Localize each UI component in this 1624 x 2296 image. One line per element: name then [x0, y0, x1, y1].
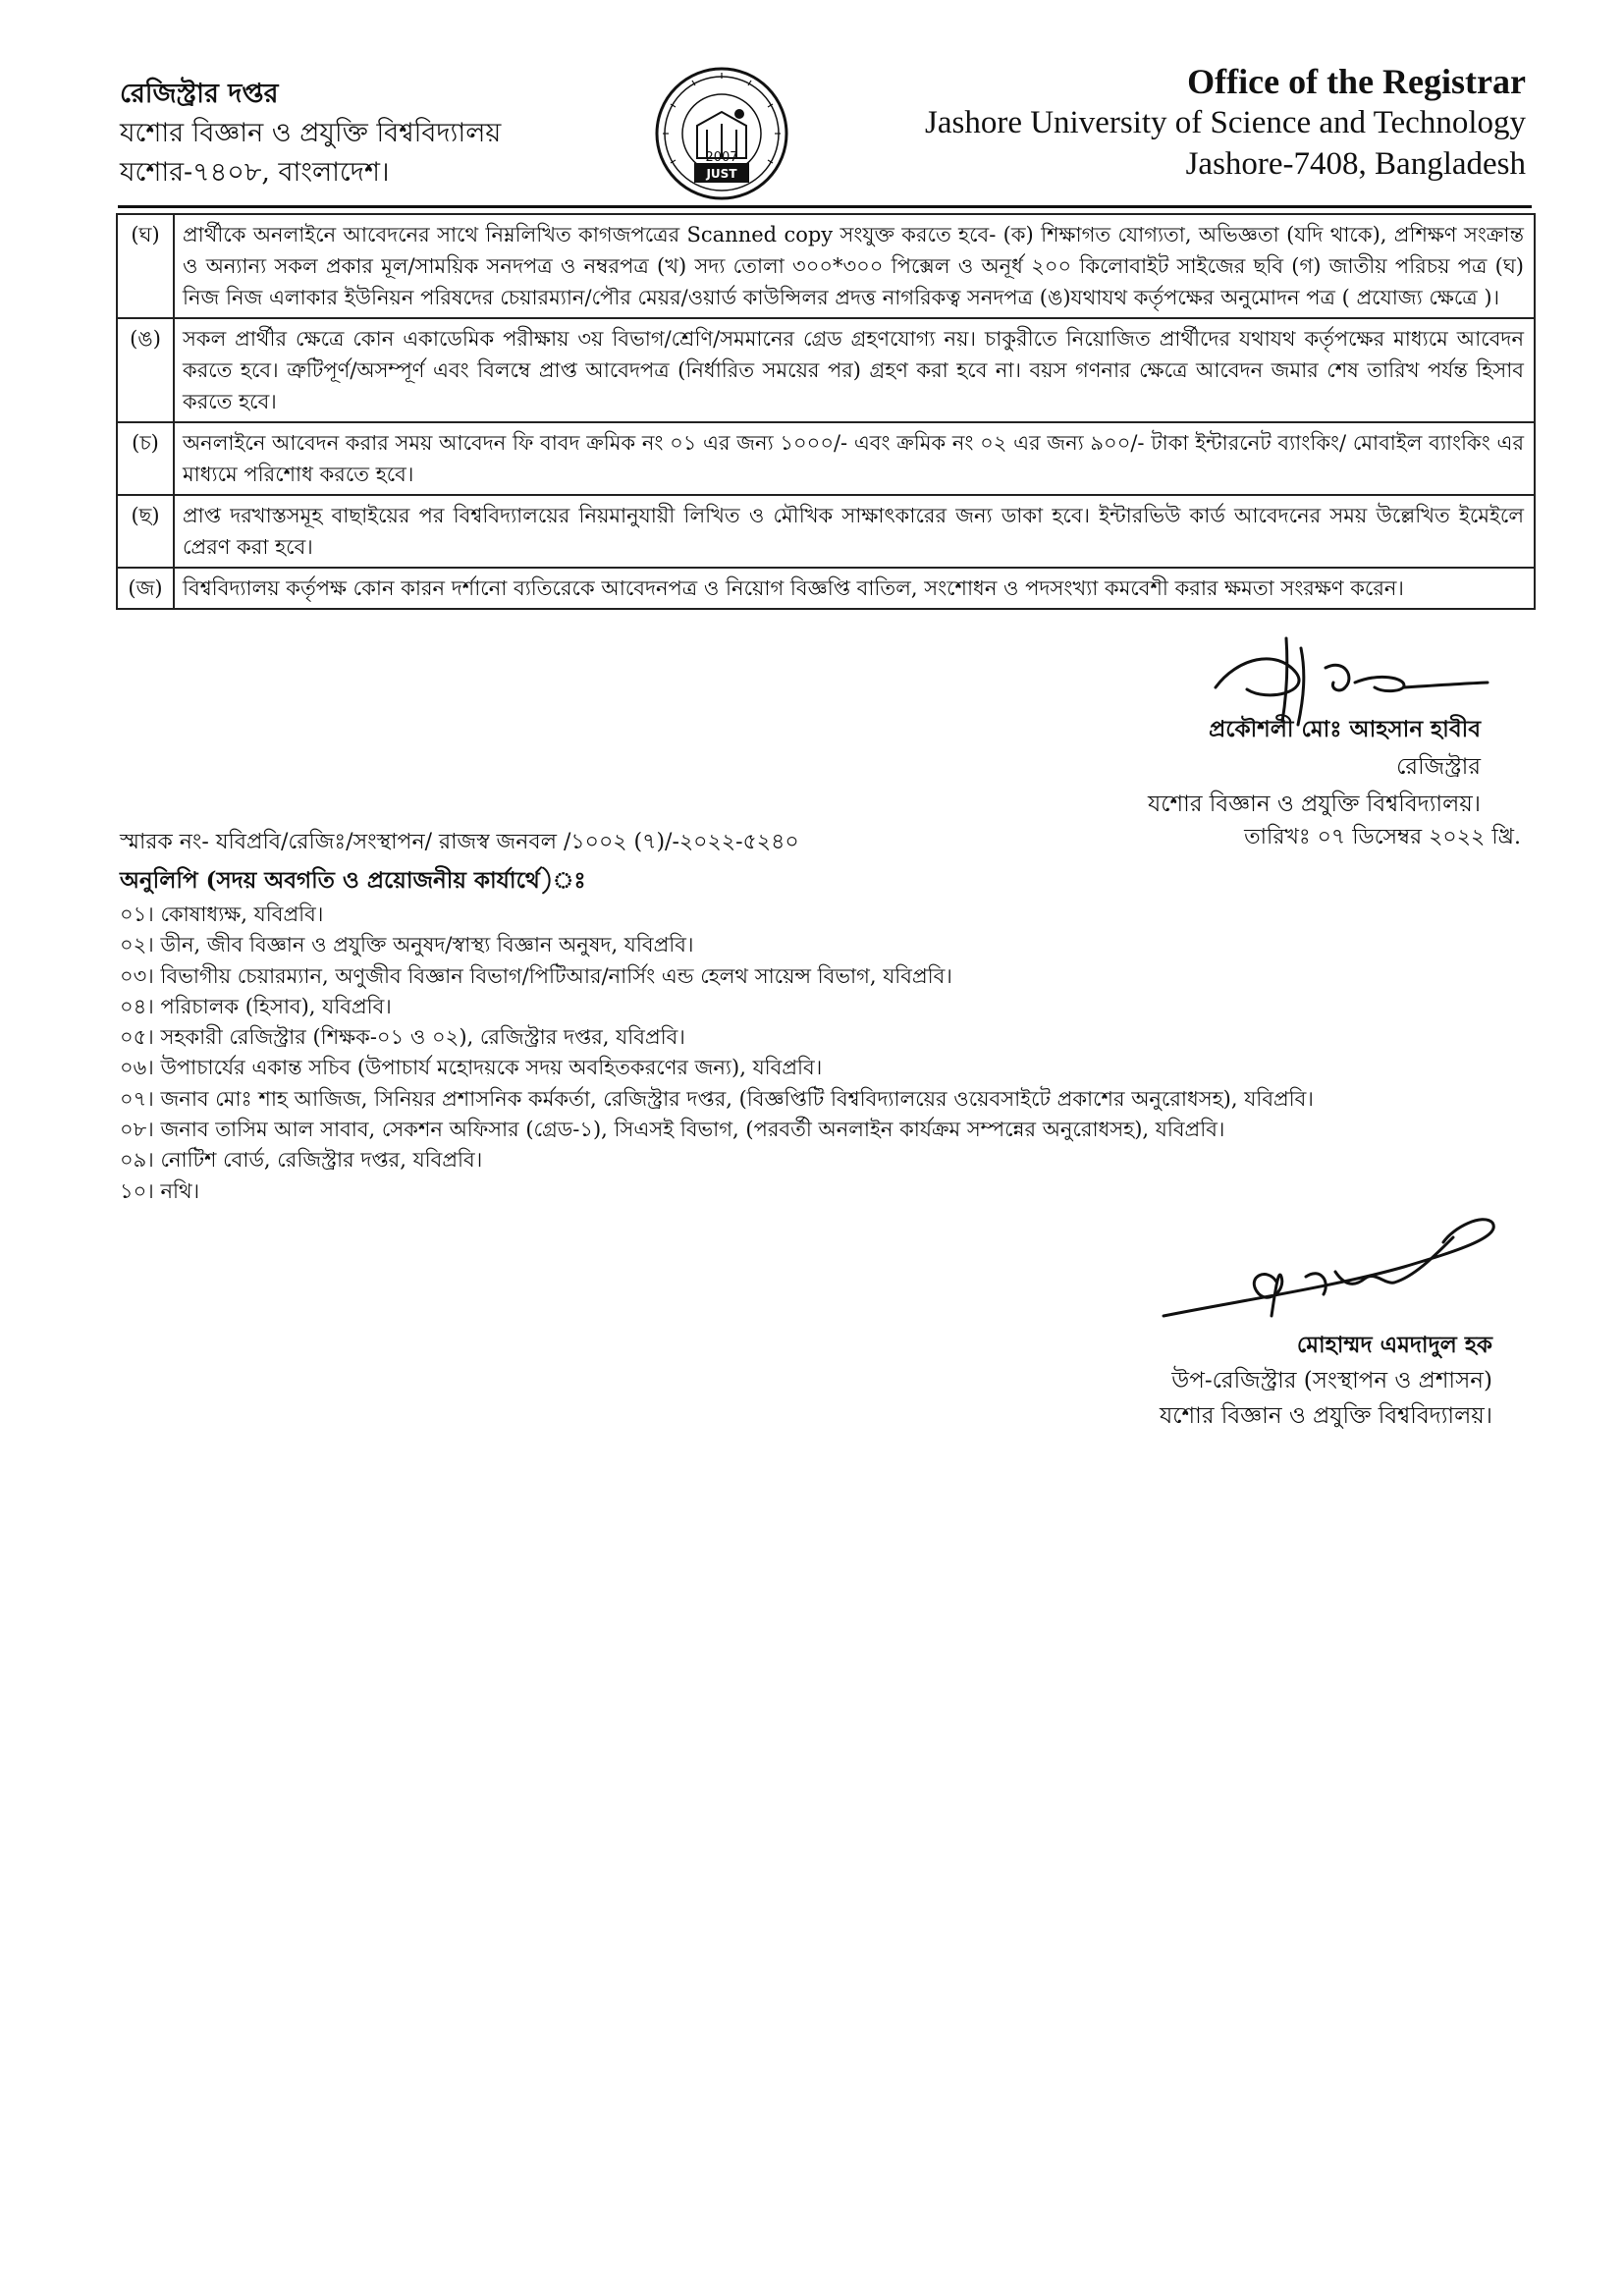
university-seal-icon: [653, 65, 790, 202]
list-item: ০১। কোষাধ্যক্ষ, যবিপ্রবি।: [120, 902, 324, 926]
registrar-university: যশোর বিজ্ঞান ও প্রযুক্তি বিশ্ববিদ্যালয়।: [1148, 792, 1481, 817]
condition-label: (ঙ): [117, 318, 174, 422]
registrar-name: প্রকৌশলী মোঃ আহসান হাবীব: [1209, 716, 1481, 742]
cc-list: [120, 900, 1314, 1207]
deputy-registrar-block: [1160, 1328, 1492, 1434]
memo-number: স্মারক নং- যবিপ্রবি/রেজিঃ/সংস্থাপন/ রাজস্ব জনবল /১০০২ (৭)/-২০২২-৫২৪০: [120, 830, 799, 854]
registrar-designation: রেজিস্ট্রার: [1396, 754, 1481, 780]
condition-label: (ঘ): [117, 214, 174, 318]
condition-text: প্রার্থীকে অনলাইনে আবেদনের সাথে নিম্নলিখিত কাগজপত্রের Scanned copy সংযুক্ত করতে হবে- (ক) শিক্ষাগত যোগ্যতা, অভিজ্ঞতা (যদি থাকে), প্রশিক্ষণ সংক্রান্ত ও অন্যান্য সকল প্রকার মূল/সাময়িক সনদপত্র ও নম্বরপত্র (খ) সদ্য তোলা ৩০০*৩০০ পিক্সেল ও অনূর্ধ ২০০ কিলোবাইট সাইজের ছবি (গ) জাতীয় পরিচয় পত্র (ঘ) নিজ নিজ এলাকার ইউনিয়ন পরিষদের চেয়ারম্যান/পৌর মেয়র/ওয়ার্ড কাউন্সিলর প্রদত্ত নাগরিকত্ব সনদপত্র (ঙ)যথাযথ কর্তৃপক্ষের অনুমোদন পত্র ( প্রযোজ্য ক্ষেত্রে )।: [174, 214, 1535, 318]
condition-label: (চ): [117, 422, 174, 495]
header-left: [120, 75, 630, 192]
list-item: ০৪। পরিচালক (হিসাব), যবিপ্রবি।: [120, 994, 392, 1018]
list-item: ০৮। জনাব তাসিম আল সাবাব, সেকশন অফিসার (গ্রেড-১), সিএসই বিভাগ, (পরবর্তী অনলাইন কার্যক্রম সম্পন্নের অনুরোধসহ), যবিপ্রবি।: [120, 1118, 1225, 1142]
condition-label: (জ): [117, 568, 174, 609]
condition-row: [117, 422, 1535, 495]
condition-text: প্রাপ্ত দরখাস্তসমূহ বাছাইয়ের পর বিশ্ববিদ্যালয়ের নিয়মানুযায়ী লিখিত ও মৌখিক সাক্ষাৎকারের জন্য ডাকা হবে। ইন্টারভিউ কার্ড আবেদনের সময় উল্লেখিত ইমেইলে প্রেরণ করা হবে।: [174, 495, 1535, 568]
condition-row: [117, 495, 1535, 568]
condition-label: (ছ): [117, 495, 174, 568]
list-item: ০৫। সহকারী রেজিস্ট্রার (শিক্ষক-০১ ও ০২), রেজিস্ট্রার দপ্তর, যবিপ্রবি।: [120, 1025, 685, 1050]
deputy-registrar-name: মোহাম্মদ এমদাদুল হক: [1296, 1332, 1492, 1358]
list-item: ০৩। বিভাগীয় চেয়ারম্যান, অণুজীব বিজ্ঞান বিভাগ/পিটিআর/নার্সিং এন্ড হেলথ সায়েন্স বিভাগ, যবিপ্রবি।: [120, 963, 952, 988]
list-item: ০৯। নোটিশ বোর্ড, রেজিস্ট্রার দপ্তর, যবিপ্রবি।: [120, 1148, 483, 1173]
office-name-bn: রেজিস্ট্রার দপ্তর: [120, 79, 279, 109]
cc-heading: অনুলিপি (সদয় অবগতি ও প্রয়োজনীয় কার্যার্থে)ঃ: [120, 867, 586, 894]
deputy-registrar-university: যশোর বিজ্ঞান ও প্রযুক্তি বিশ্ববিদ্যালয়।: [1160, 1403, 1492, 1429]
conditions-table: [116, 213, 1536, 610]
registrar-block: [1148, 711, 1481, 823]
list-item: ১০। নথি।: [120, 1178, 200, 1203]
office-name-en: Office of the Registrar: [1187, 62, 1526, 101]
seal-abbr: JUST: [706, 167, 737, 181]
condition-row: [117, 318, 1535, 422]
deputy-registrar-signature: [1159, 1208, 1512, 1336]
list-item: ০৭। জনাব মোঃ শাহ আজিজ, সিনিয়র প্রশাসনিক কর্মকর্তা, রেজিস্ট্রার দপ্তর, (বিজ্ঞপ্তিটি বিশ্ববিদ্যালয়ের ওয়েবসাইটে প্রকাশের অনুরোধসহ), যবিপ্রবি।: [120, 1086, 1314, 1111]
university-name-bn: যশোর বিজ্ঞান ও প্রযুক্তি বিশ্ববিদ্যালয়: [120, 118, 502, 148]
header-divider: [118, 205, 1532, 208]
address-bn: যশোর-৭৪০৮, বাংলাদেশ।: [120, 157, 390, 188]
condition-row: [117, 214, 1535, 318]
condition-text: সকল প্রার্থীর ক্ষেত্রে কোন একাডেমিক পরীক্ষায় ৩য় বিভাগ/শ্রেণি/সমমানের গ্রেড গ্রহণযোগ্য নয়। চাকুরীতে নিয়োজিত প্রার্থীদের যথাযথ কর্তৃপক্ষের মাধ্যমে আবেদন করতে হবে। ত্রুটিপূর্ণ/অসম্পূর্ণ এবং বিলম্বে প্রাপ্ত আবেদপত্র (নির্ধারিত সময়ের পর) গ্রহণ করা হবে না। বয়স গণনার ক্ষেত্রে আবেদন জমার শেষ তারিখ পর্যন্ত হিসাব করতে হবে।: [174, 318, 1535, 422]
address-en: Jashore-7408, Bangladesh: [1185, 146, 1526, 182]
seal-year: 2007: [705, 150, 738, 165]
condition-text: বিশ্ববিদ্যালয় কর্তৃপক্ষ কোন কারন দর্শানো ব্যতিরেকে আবেদনপত্র ও নিয়োগ বিজ্ঞপ্তি বাতিল, সংশোধন ও পদসংখ্যা কমবেশী করার ক্ষমতা সংরক্ষণ করেন।: [174, 568, 1535, 609]
university-name-en: Jashore University of Science and Technology: [925, 105, 1526, 140]
deputy-registrar-designation: উপ-রেজিস্ট্রার (সংস্থাপন ও প্রশাসন): [1171, 1368, 1492, 1394]
list-item: ০২। ডীন, জীব বিজ্ঞান ও প্রযুক্তি অনুষদ/স্বাস্থ্য বিজ্ঞান অনুষদ, যবিপ্রবি।: [120, 933, 694, 957]
memo-date: তারিখঃ ০৭ ডিসেম্বর ২০২২ খ্রি.: [1244, 825, 1521, 849]
condition-text: অনলাইনে আবেদন করার সময় আবেদন ফি বাবদ ক্রমিক নং ০১ এর জন্য ১০০০/- এবং ক্রমিক নং ০২ এর জন্য ৯০০/- টাকা ইন্টারনেট ব্যাংকিং/ মোবাইল ব্যাংকিং এর মাধ্যমে পরিশোধ করতে হবে।: [174, 422, 1535, 495]
header-right: [925, 61, 1526, 185]
condition-row: [117, 568, 1535, 609]
list-item: ০৬। উপাচার্যের একান্ত সচিব (উপাচার্য মহোদয়কে সদয় অবহিতকরণের জন্য), যবিপ্রবি।: [120, 1056, 823, 1080]
